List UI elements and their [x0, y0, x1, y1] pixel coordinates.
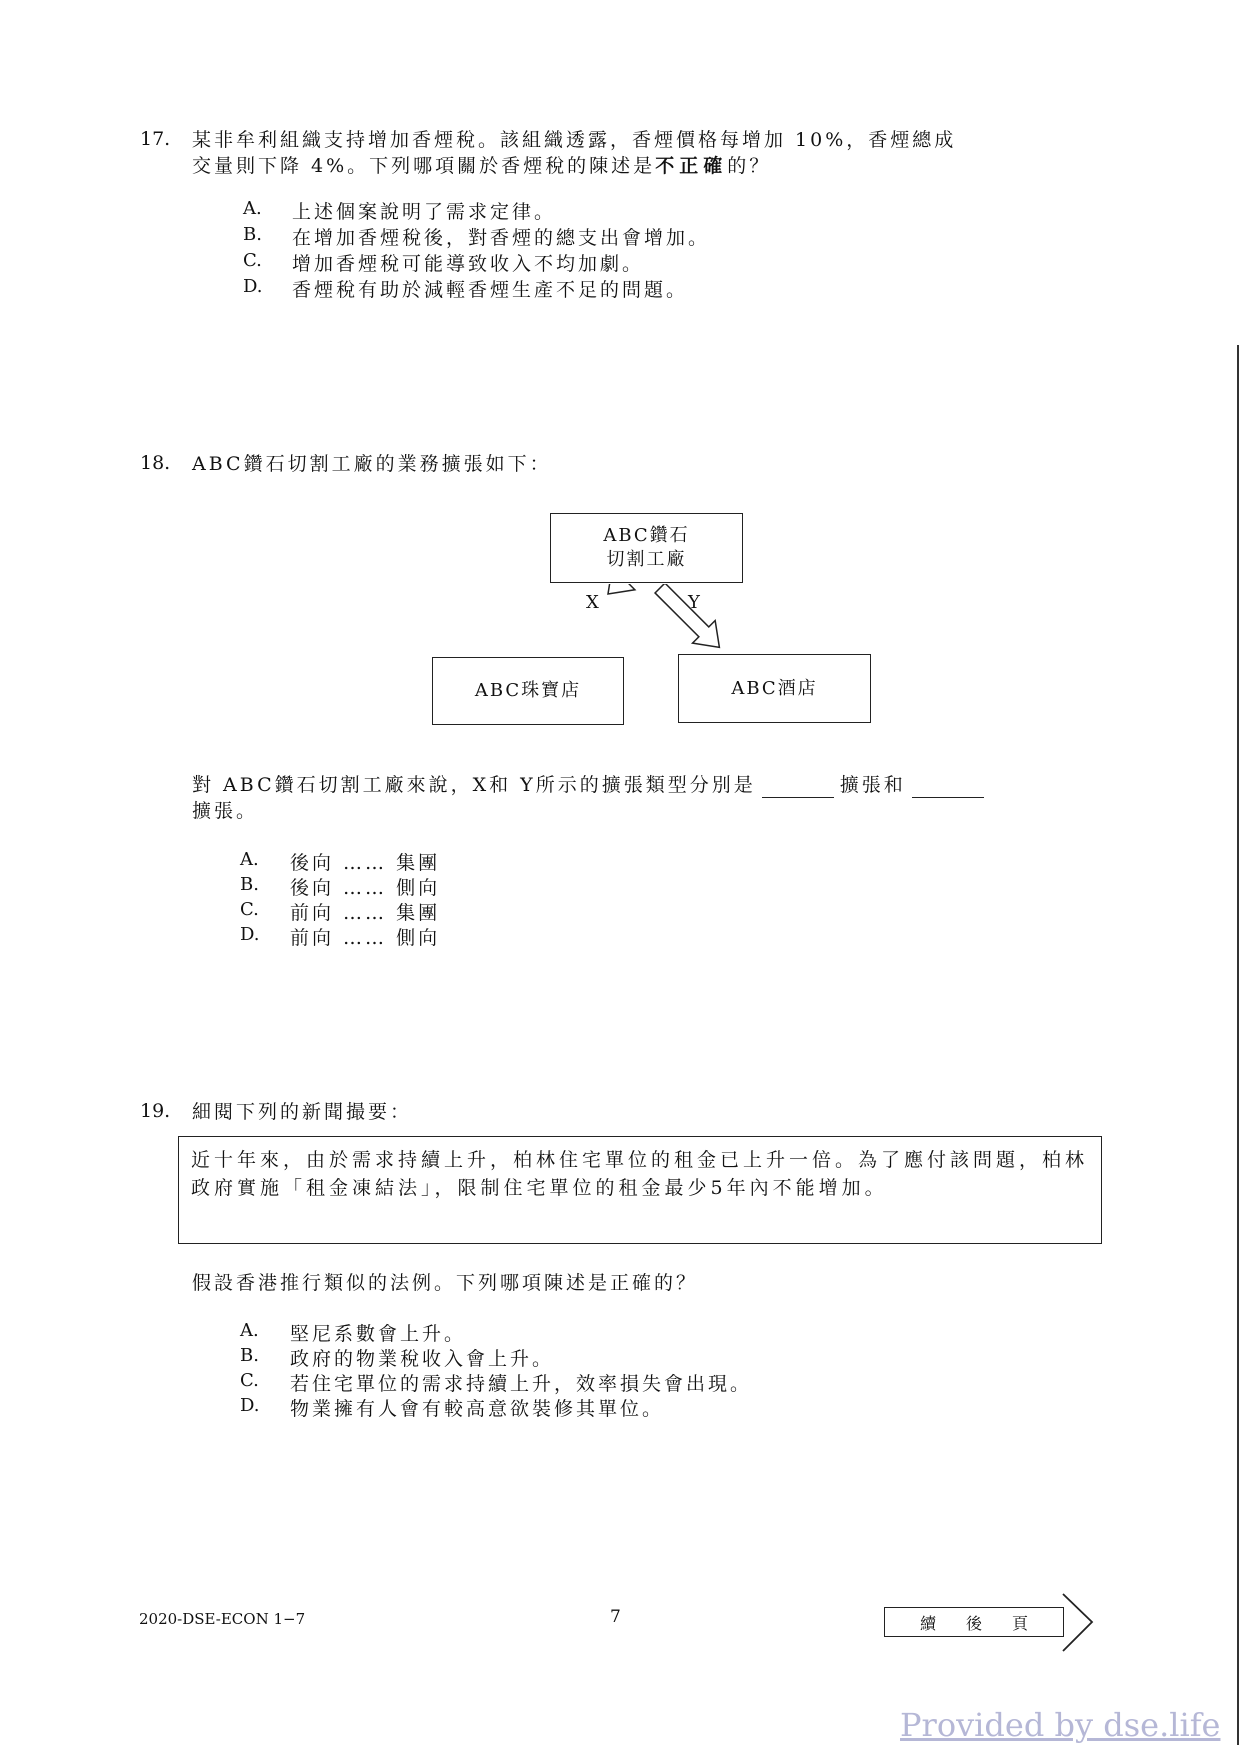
- q19-option-d-letter: D.: [240, 1395, 260, 1416]
- q17-option-b-text: 在增加香煙稅後，對香煙的總支出會增加。: [292, 227, 711, 249]
- q17-stem-line2-post: 的？: [727, 155, 772, 177]
- q17-stem-line1: 某非牟利組織支持增加香煙稅。該組織透露，香煙價格每增加 10%，香煙總成: [192, 129, 957, 151]
- q17-option-a-letter: A.: [243, 198, 262, 219]
- q19-stem: 細閱下列的新聞撮要：: [192, 1101, 413, 1123]
- q18-option-c-letter: C.: [240, 899, 259, 920]
- diagram-right-box: ABC酒店: [678, 654, 871, 723]
- continue-label: 續後頁: [919, 1613, 1058, 1633]
- q18-question-pre: 對 ABC鑽石切割工廠來說，X和 Y所示的擴張類型分別是: [192, 774, 756, 796]
- q17-option-d-letter: D.: [243, 276, 263, 297]
- diagram-top-box: [550, 513, 743, 583]
- blank-1: [762, 779, 834, 798]
- q17-option-a-text: 上述個案說明了需求定律。: [292, 201, 557, 223]
- q18-option-b-text: 後向 …… 側向: [290, 877, 441, 899]
- q19-option-a-letter: A.: [240, 1320, 259, 1341]
- q17-number: 17.: [140, 128, 171, 150]
- watermark[interactable]: Provided by dse.life: [900, 1706, 1221, 1744]
- q18-question: [192, 772, 1092, 824]
- diagram-top-box-line1: ABC鑽石: [603, 525, 690, 546]
- q17-option-c-letter: C.: [243, 250, 262, 271]
- q18-question-line1: [192, 772, 1092, 798]
- paper-code: 2020-DSE-ECON 1−7: [139, 1610, 306, 1628]
- q17-option-c-text: 增加香煙稅可能導致收入不均加劇。: [292, 253, 645, 275]
- diagram-left-box: ABC珠寶店: [432, 657, 624, 725]
- q18-number: 18.: [140, 452, 171, 474]
- news-summary-box: 近十年來，由於需求持續上升，柏林住宅單位的租金已上升一倍。為了應付該問題，柏林政府實施「租金凍結法」，限制住宅單位的租金最少5年內不能增加。: [178, 1136, 1102, 1244]
- q19-option-b-letter: B.: [240, 1345, 259, 1366]
- q17-stem: [192, 127, 1092, 179]
- q18-option-d-letter: D.: [240, 924, 260, 945]
- q18-stem: ABC鑽石切割工廠的業務擴張如下：: [192, 453, 552, 475]
- q19-option-b-text: 政府的物業稅收入會上升。: [290, 1348, 555, 1370]
- continue-box: [884, 1607, 1064, 1637]
- q19-question: 假設香港推行類似的法例。下列哪項陳述是正確的？: [192, 1272, 699, 1294]
- q18-option-b-letter: B.: [240, 874, 259, 895]
- arrow-y-label: Y: [688, 592, 700, 613]
- q17-option-d-text: 香煙稅有助於減輕香煙生產不足的問題。: [292, 279, 689, 301]
- q18-question-mid: 擴張和: [839, 774, 906, 796]
- q19-option-d-text: 物業擁有人會有較高意欲裝修其單位。: [290, 1398, 665, 1420]
- q17-option-b-letter: B.: [243, 224, 262, 245]
- q18-option-c-text: 前向 …… 集團: [290, 902, 441, 924]
- q19-option-a-text: 堅尼系數會上升。: [290, 1323, 467, 1345]
- q18-option-d-text: 前向 …… 側向: [290, 927, 441, 949]
- q19-option-c-text: 若住宅單位的需求持續上升，效率損失會出現。: [290, 1373, 753, 1395]
- q17-stem-line2: [192, 153, 1092, 179]
- q19-option-c-letter: C.: [240, 1370, 259, 1391]
- diagram-top-box-line2: 切割工廠: [606, 549, 687, 570]
- page-number: 7: [610, 1607, 621, 1627]
- blank-2: [912, 779, 984, 798]
- page-edge-line: [1237, 345, 1239, 1745]
- q18-option-a-letter: A.: [240, 849, 259, 870]
- continue-arrow-icon: [1062, 1593, 1094, 1653]
- q18-option-a-text: 後向 …… 集團: [290, 852, 441, 874]
- q17-stem-line2-pre: 交量則下降 4%。下列哪項關於香煙稅的陳述是: [192, 155, 656, 177]
- q18-question-line2: 擴張。: [192, 800, 259, 822]
- q19-number: 19.: [140, 1100, 171, 1122]
- arrow-x-label: X: [586, 592, 599, 613]
- q17-emphasis: 不正確: [655, 155, 728, 177]
